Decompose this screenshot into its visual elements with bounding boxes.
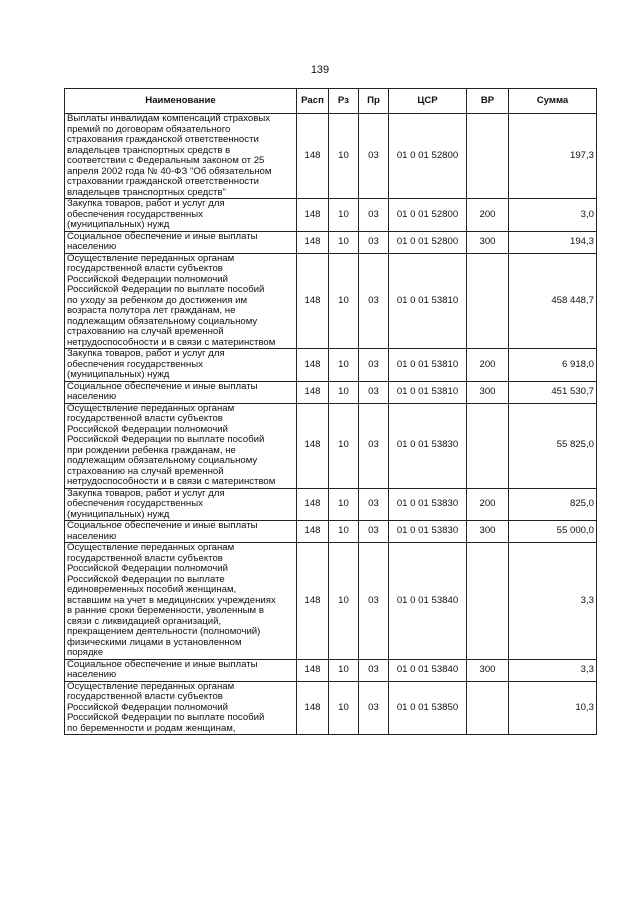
- row-name-line: при рождении ребенка гражданам, не: [67, 444, 236, 456]
- row-csr-cell: 01 0 01 53840: [389, 543, 467, 660]
- row-pr-cell: 03: [359, 543, 389, 660]
- row-name-line: (муниципальных) нужд: [67, 508, 170, 520]
- row-name-line: Осуществление переданных органам: [67, 252, 235, 264]
- row-name-line: Закупка товаров, работ и услуг для: [67, 198, 225, 209]
- row-csr-cell: 01 0 01 52800: [389, 114, 467, 199]
- table-row: [65, 349, 597, 382]
- table-header-row: [65, 89, 597, 114]
- row-rasp-cell: 148: [297, 403, 329, 488]
- row-vr-cell: 300: [467, 659, 509, 681]
- row-vr-cell: 300: [467, 231, 509, 253]
- row-name-line: Российской Федерации по выплате пособий: [67, 712, 265, 723]
- row-vr-cell: [467, 253, 509, 349]
- row-name-cell: [65, 381, 297, 403]
- table-row: [65, 543, 597, 660]
- row-name-line: Закупка товаров, работ и услуг для: [67, 348, 225, 359]
- budget-table: [64, 88, 597, 735]
- row-rz-cell: 10: [329, 543, 359, 660]
- row-csr-cell: 01 0 01 53830: [389, 488, 467, 521]
- row-name-line: подлежащим обязательному социальному: [67, 315, 258, 327]
- row-rz-cell: 10: [329, 521, 359, 543]
- row-name-line: единовременных пособий женщинам,: [67, 584, 237, 595]
- row-csr-cell: 01 0 01 53850: [389, 681, 467, 735]
- row-name-line: Социальное обеспечение и иные выплаты: [67, 520, 258, 531]
- row-name-line: апреля 2002 года № 40-ФЗ "Об обязательном: [67, 165, 272, 177]
- row-name-line: населению: [67, 669, 117, 680]
- row-name-line: населению: [67, 391, 117, 402]
- row-name-cell: [65, 543, 297, 660]
- row-csr-cell: 01 0 01 53830: [389, 521, 467, 543]
- row-pr-cell: 03: [359, 231, 389, 253]
- row-vr-cell: 300: [467, 521, 509, 543]
- row-name-line: Осуществление переданных органам: [67, 680, 235, 692]
- row-name-line: связи с ликвидацией организаций,: [67, 615, 222, 627]
- row-csr-cell: 01 0 01 53810: [389, 253, 467, 349]
- row-rz-cell: 10: [329, 381, 359, 403]
- row-sum-cell: 197,3: [509, 114, 597, 199]
- row-name-line: страхованию на случай временной: [67, 465, 224, 477]
- row-rasp-cell: 148: [297, 349, 329, 382]
- row-name-line: Социальное обеспечение и иные выплаты: [67, 230, 258, 242]
- row-pr-cell: 03: [359, 349, 389, 382]
- row-rasp-cell: 148: [297, 521, 329, 543]
- table-row: [65, 114, 597, 199]
- row-name-line: Выплаты инвалидам компенсаций страховых: [67, 113, 271, 124]
- table-row: [65, 381, 597, 403]
- row-vr-cell: [467, 543, 509, 660]
- row-name-line: премий по договорам обязательного: [67, 123, 231, 135]
- row-name-line: порядке: [67, 647, 104, 658]
- row-csr-cell: 01 0 01 52800: [389, 199, 467, 232]
- row-pr-cell: 03: [359, 659, 389, 681]
- table-row: [65, 253, 597, 349]
- row-sum-cell: 55 000,0: [509, 521, 597, 543]
- row-sum-cell: 3,3: [509, 543, 597, 660]
- row-name-line: владельцев транспортных средств в: [67, 144, 231, 156]
- table-row: [65, 681, 597, 735]
- row-name-line: населению: [67, 241, 117, 252]
- row-name-line: Российской Федерации по выплате пособий: [67, 434, 265, 445]
- table-row: [65, 488, 597, 521]
- row-name-line: владельцев транспортных средств": [67, 186, 226, 198]
- header-csr: ЦСР: [389, 89, 467, 114]
- row-pr-cell: 03: [359, 381, 389, 403]
- row-rz-cell: 10: [329, 253, 359, 349]
- row-name-line: обеспечения государственных: [67, 208, 203, 220]
- row-rz-cell: 10: [329, 199, 359, 232]
- row-name-line: страхованию на случай временной: [67, 326, 224, 337]
- row-name-line: физическими лицами в установленном: [67, 636, 242, 648]
- row-name-line: страховании гражданской ответственности: [67, 176, 259, 187]
- table-body: [65, 114, 597, 735]
- row-vr-cell: 200: [467, 488, 509, 521]
- table-row: [65, 521, 597, 543]
- row-name-cell: [65, 681, 297, 735]
- header-rasp: Расп: [297, 89, 329, 114]
- row-sum-cell: 55 825,0: [509, 403, 597, 488]
- row-name-cell: [65, 659, 297, 681]
- row-rz-cell: 10: [329, 231, 359, 253]
- header-rz: Рз: [329, 89, 359, 114]
- row-rasp-cell: 148: [297, 253, 329, 349]
- row-name-line: Российской Федерации полномочий: [67, 423, 228, 435]
- row-name-line: населению: [67, 530, 117, 542]
- row-name-line: государственной власти субъектов: [67, 691, 223, 702]
- row-csr-cell: 01 0 01 53810: [389, 381, 467, 403]
- row-name-line: Социальное обеспечение и иные выплаты: [67, 658, 258, 670]
- page-number: 139: [310, 64, 330, 76]
- row-sum-cell: 458 448,7: [509, 253, 597, 349]
- row-csr-cell: 01 0 01 53810: [389, 349, 467, 382]
- row-sum-cell: 10,3: [509, 681, 597, 735]
- row-vr-cell: [467, 114, 509, 199]
- row-name-line: вставшим на учет в медицинских учреждениях: [67, 594, 276, 606]
- row-name-line: государственной власти субъектов: [67, 413, 223, 424]
- row-rasp-cell: 148: [297, 381, 329, 403]
- row-rz-cell: 10: [329, 488, 359, 521]
- row-sum-cell: 451 530,7: [509, 381, 597, 403]
- header-pr: Пр: [359, 89, 389, 114]
- row-name-cell: [65, 521, 297, 543]
- row-rasp-cell: 148: [297, 231, 329, 253]
- row-name-line: подлежащим обязательному социальному: [67, 455, 258, 466]
- row-sum-cell: 825,0: [509, 488, 597, 521]
- row-name-line: Российской Федерации полномочий: [67, 701, 228, 713]
- row-sum-cell: 194,3: [509, 231, 597, 253]
- row-csr-cell: 01 0 01 53830: [389, 403, 467, 488]
- row-rz-cell: 10: [329, 681, 359, 735]
- row-name-line: государственной власти субъектов: [67, 552, 223, 564]
- row-name-line: соответствии с Федеральным законом от 25: [67, 155, 265, 166]
- row-vr-cell: 300: [467, 381, 509, 403]
- row-rasp-cell: 148: [297, 488, 329, 521]
- row-name-cell: [65, 403, 297, 488]
- row-sum-cell: 3,0: [509, 199, 597, 232]
- row-rz-cell: 10: [329, 349, 359, 382]
- row-vr-cell: 200: [467, 199, 509, 232]
- row-name-line: нетрудоспособности и в связи с материнством: [67, 336, 276, 348]
- header-sum: Сумма: [509, 89, 597, 114]
- row-rz-cell: 10: [329, 659, 359, 681]
- header-vr: ВР: [467, 89, 509, 114]
- row-name-line: Российской Федерации по выплате пособий: [67, 284, 265, 295]
- row-name-cell: [65, 114, 297, 199]
- row-name-line: Социальное обеспечение и иные выплаты: [67, 380, 258, 392]
- row-name-line: Российской Федерации полномочий: [67, 273, 228, 285]
- row-name-line: Осуществление переданных органам: [67, 542, 235, 553]
- row-pr-cell: 03: [359, 199, 389, 232]
- table-row: [65, 659, 597, 681]
- row-name-line: по уходу за ребенком до достижения им: [67, 294, 248, 306]
- row-name-line: (муниципальных) нужд: [67, 219, 170, 230]
- row-vr-cell: 200: [467, 349, 509, 382]
- row-name-line: прекращением деятельности (полномочий): [67, 626, 261, 637]
- row-sum-cell: 6 918,0: [509, 349, 597, 382]
- row-rasp-cell: 148: [297, 543, 329, 660]
- row-pr-cell: 03: [359, 253, 389, 349]
- row-name-line: Закупка товаров, работ и услуг для: [67, 487, 225, 499]
- header-name: Наименование: [65, 89, 297, 114]
- row-name-line: в ранние сроки беременности, уволенным в: [67, 605, 264, 616]
- row-vr-cell: [467, 681, 509, 735]
- row-name-line: обеспечения государственных: [67, 498, 203, 509]
- row-pr-cell: 03: [359, 403, 389, 488]
- row-name-line: обеспечения государственных: [67, 358, 203, 370]
- row-rasp-cell: 148: [297, 659, 329, 681]
- row-rz-cell: 10: [329, 403, 359, 488]
- row-name-cell: [65, 349, 297, 382]
- row-sum-cell: 3,3: [509, 659, 597, 681]
- table-row: [65, 231, 597, 253]
- table-row: [65, 403, 597, 488]
- row-pr-cell: 03: [359, 681, 389, 735]
- row-name-line: нетрудоспособности и в связи с материнством: [67, 476, 276, 487]
- row-csr-cell: 01 0 01 52800: [389, 231, 467, 253]
- row-csr-cell: 01 0 01 53840: [389, 659, 467, 681]
- row-name-line: Российской Федерации полномочий: [67, 563, 228, 574]
- table-row: [65, 199, 597, 232]
- row-pr-cell: 03: [359, 521, 389, 543]
- row-name-line: возраста полутора лет гражданам, не: [67, 305, 236, 316]
- row-name-line: Осуществление переданных органам: [67, 402, 235, 414]
- row-name-line: страхования гражданской ответственности: [67, 134, 259, 145]
- row-name-line: по беременности и родам женщинам,: [67, 722, 236, 734]
- row-name-cell: [65, 199, 297, 232]
- row-pr-cell: 03: [359, 488, 389, 521]
- row-pr-cell: 03: [359, 114, 389, 199]
- row-name-cell: [65, 253, 297, 349]
- row-name-line: Российской Федерации по выплате: [67, 573, 225, 585]
- row-vr-cell: [467, 403, 509, 488]
- row-name-cell: [65, 231, 297, 253]
- row-rz-cell: 10: [329, 114, 359, 199]
- row-rasp-cell: 148: [297, 114, 329, 199]
- row-rasp-cell: 148: [297, 199, 329, 232]
- row-name-line: (муниципальных) нужд: [67, 369, 170, 380]
- row-rasp-cell: 148: [297, 681, 329, 735]
- row-name-cell: [65, 488, 297, 521]
- row-name-line: государственной власти субъектов: [67, 263, 223, 274]
